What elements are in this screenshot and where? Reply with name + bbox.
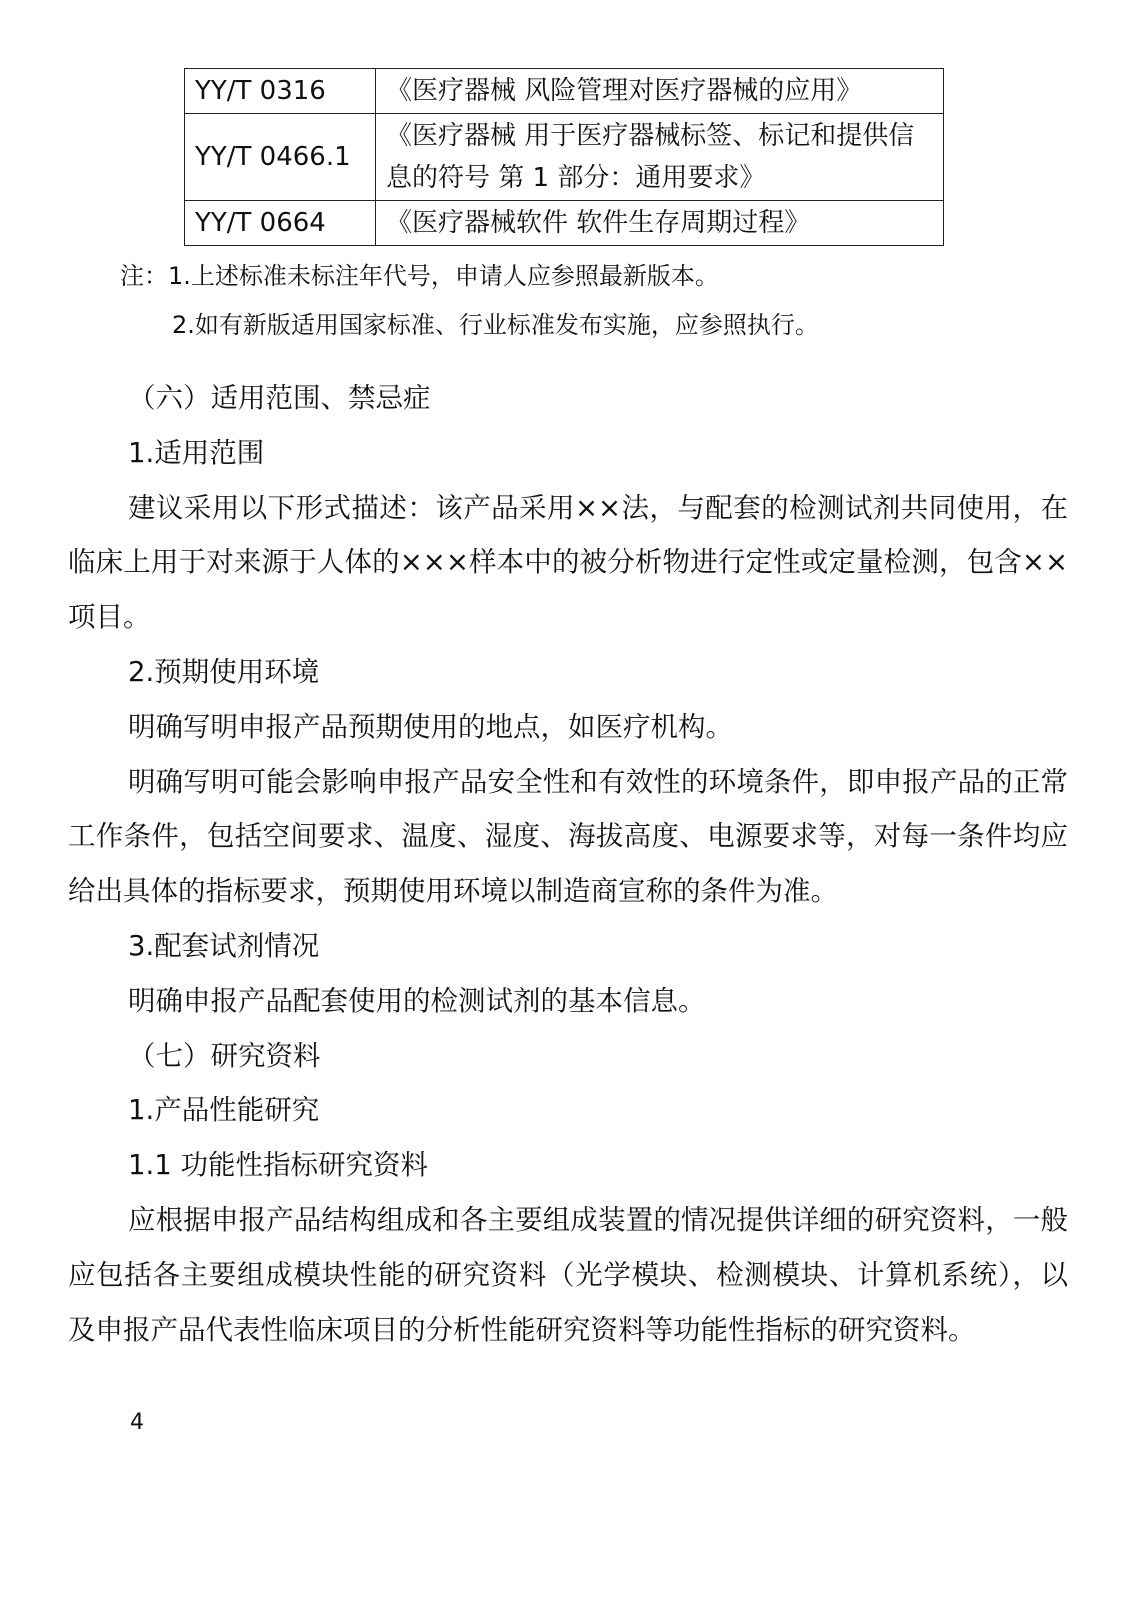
table-note-1: 注：1.上述标准未标注年代号，申请人应参照最新版本。 — [120, 262, 719, 290]
page-number: 4 — [130, 1410, 144, 1435]
body-text — [68, 371, 1068, 1357]
subsection-heading: 1.产品性能研究 — [128, 1094, 320, 1127]
subsection-heading: 3.配套试剂情况 — [128, 929, 320, 962]
table-note-2: 2.如有新版适用国家标准、行业标准发布实施，应参照执行。 — [172, 311, 819, 339]
paragraph: 明确申报产品配套使用的检测试剂的基本信息。 — [128, 984, 706, 1017]
paragraph: 明确写明可能会影响申报产品安全性和有效性的环境条件，即申报产品的正常工作条件，包括空间要求、温度、湿度、海拔高度、电源要求等，对每一条件均应给出具体的指标要求，预期使用环境以制造商宣称的条件为准。 — [68, 765, 1068, 908]
standard-title: 《医疗器械软件 软件生存周期过程》 — [376, 201, 944, 246]
standard-code: YY/T 0466.1 — [185, 114, 376, 201]
section-heading: （六）适用范围、禁忌症 — [128, 382, 431, 414]
standard-code: YY/T 0316 — [185, 69, 376, 114]
subsection-heading: 2.预期使用环境 — [128, 655, 320, 688]
table-row — [185, 201, 944, 246]
standard-title: 《医疗器械 用于医疗器械标签、标记和提供信息的符号 第 1 部分：通用要求》 — [376, 114, 944, 201]
standard-title: 《医疗器械 风险管理对医疗器械的应用》 — [376, 69, 944, 114]
section-heading: （七）研究资料 — [128, 1039, 321, 1072]
subsection-heading: 1.1 功能性指标研究资料 — [128, 1149, 428, 1182]
standards-table — [184, 68, 944, 246]
standard-code: YY/T 0664 — [185, 201, 376, 246]
subsection-heading: 1.适用范围 — [128, 436, 265, 469]
table-row — [185, 69, 944, 114]
paragraph: 明确写明申报产品预期使用的地点，如医疗机构。 — [128, 710, 733, 743]
paragraph: 应根据申报产品结构组成和各主要组成装置的情况提供详细的研究资料，一般应包括各主要组成模块性能的研究资料（光学模块、检测模块、计算机系统），以及申报产品代表性临床项目的分析性能研究资料等功能性指标的研究资料。 — [68, 1203, 1068, 1346]
table-row — [185, 114, 944, 201]
paragraph: 建议采用以下形式描述：该产品采用××法，与配套的检测试剂共同使用，在临床上用于对来源于人体的×××样本中的被分析物进行定性或定量检测，包含××项目。 — [68, 491, 1068, 634]
